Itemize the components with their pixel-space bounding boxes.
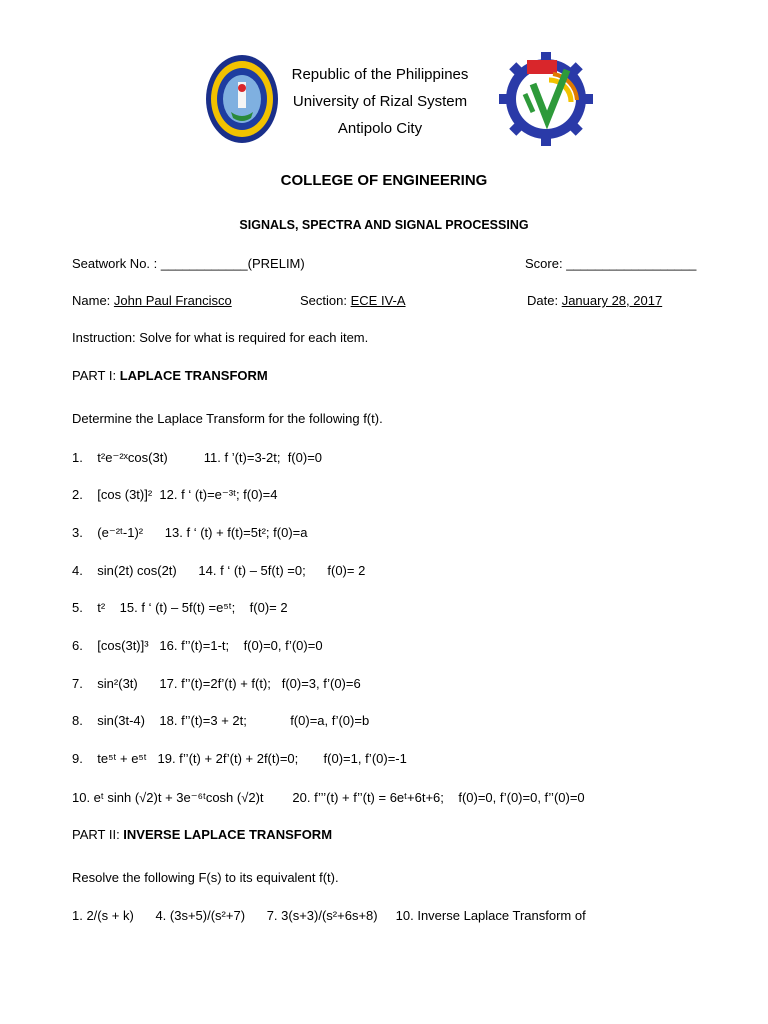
header-line-republic: Republic of the Philippines bbox=[291, 66, 469, 83]
list-item: 3. (e⁻²ᵗ-1)² 13. f ‘ (t) + f(t)=5t²; f(0)=a bbox=[72, 525, 308, 540]
list-item: 2. [cos (3t)]² 12. f ‘ (t)=e⁻³ᵗ; f(0)=4 bbox=[72, 487, 278, 502]
score-value: __________________ bbox=[566, 256, 697, 271]
section-line bbox=[300, 293, 406, 308]
part2-items: 1. 2/(s + k) 4. (3s+5)/(s²+7) 7. 3(s+3)/(s²+6s+8) 10. Inverse Laplace Transform of bbox=[72, 908, 586, 923]
part1-title: LAPLACE TRANSFORM bbox=[119, 368, 268, 383]
section-value: ECE IV-A bbox=[350, 293, 406, 308]
part1-label: PART I: bbox=[72, 368, 120, 383]
seatwork-value: ____________(PRELIM) bbox=[160, 256, 305, 271]
part1-directions: Determine the Laplace Transform for the following f(t). bbox=[72, 411, 383, 426]
instruction: Instruction: Solve for what is required for each item. bbox=[72, 330, 369, 345]
list-item: 4. sin(2t) cos(2t) 14. f ‘ (t) – 5f(t) =0; f(0)= 2 bbox=[72, 563, 366, 578]
section-label: Section: bbox=[300, 293, 347, 308]
list-item: 7. sin²(3t) 17. f’’(t)=2f’(t) + f(t); f(0)=3, f’(0)=6 bbox=[72, 676, 361, 691]
seatwork-label: Seatwork No. : bbox=[72, 256, 158, 271]
header-line-city: Antipolo City bbox=[337, 120, 423, 137]
name-value: John Paul Francisco bbox=[113, 293, 232, 308]
date-value: January 28, 2017 bbox=[561, 293, 663, 308]
engineering-gear-logo bbox=[497, 50, 595, 148]
header-line-university: University of Rizal System bbox=[292, 93, 468, 110]
score-label: Score: bbox=[525, 256, 563, 271]
seatwork-line bbox=[72, 256, 305, 271]
part2-directions: Resolve the following F(s) to its equivalent f(t). bbox=[72, 870, 339, 885]
name-label: Name: bbox=[72, 293, 111, 308]
course-title: SIGNALS, SPECTRA AND SIGNAL PROCESSING bbox=[239, 218, 529, 232]
urs-seal-logo bbox=[205, 54, 279, 144]
part1-heading bbox=[72, 368, 268, 383]
college-title: COLLEGE OF ENGINEERING bbox=[280, 172, 488, 189]
score-line bbox=[525, 256, 696, 271]
name-line bbox=[72, 293, 232, 308]
date-label: Date: bbox=[527, 293, 559, 308]
part2-label: PART II: bbox=[72, 827, 124, 842]
list-item: 5. t² 15. f ‘ (t) – 5f(t) =e⁵ᵗ; f(0)= 2 bbox=[72, 600, 288, 615]
part2-title: INVERSE LAPLACE TRANSFORM bbox=[123, 827, 333, 842]
list-item: 6. [cos(3t)]³ 16. f’’(t)=1-t; f(0)=0, f’(0)=0 bbox=[72, 638, 323, 653]
list-item: 1. t²e⁻²ˣcos(3t) 11. f ’(t)=3-2t; f(0)=0 bbox=[72, 450, 323, 465]
list-item: 10. eᵗ sinh (√2)t + 3e⁻⁶ᵗcosh (√2)t 20. f’’’(t) + f’’(t) = 6eᵗ+6t+6; f(0)=0, f’(0)=0, f’’(0)=0 bbox=[72, 790, 585, 805]
list-item: 9. te⁵ᵗ + e⁵ᵗ 19. f’’(t) + 2f’(t) + 2f(t)=0; f(0)=1, f’(0)=-1 bbox=[72, 751, 407, 766]
part2-heading bbox=[72, 827, 332, 842]
date-line bbox=[527, 293, 662, 308]
list-item: 8. sin(3t-4) 18. f’’(t)=3 + 2t; f(0)=a, f’(0)=b bbox=[72, 713, 370, 728]
